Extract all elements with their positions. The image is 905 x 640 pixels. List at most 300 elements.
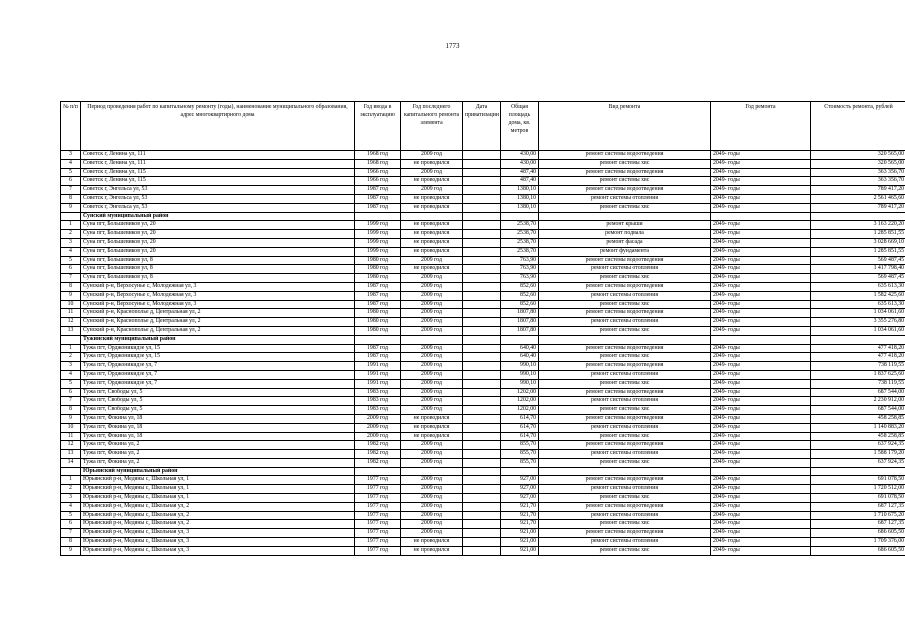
row-last-repair: 2009 год <box>401 168 463 177</box>
row-address: Тужа пгт, Орджоникидзе ул, 15 <box>81 353 355 362</box>
row-area: 2538,70 <box>501 247 539 256</box>
row-repair-year: 2049- годы <box>711 256 811 265</box>
row-number: 3 <box>61 238 81 247</box>
row-repair-cost <box>811 212 905 221</box>
table-row <box>61 344 905 353</box>
row-address: Суна пгт, Большевиков ул, 8 <box>81 265 355 274</box>
row-repair-cost: 738 119,55 <box>811 362 905 371</box>
row-privatization-date <box>463 186 501 195</box>
row-number: 10 <box>61 423 81 432</box>
row-number: 2 <box>61 230 81 239</box>
header-repair-cost: Стоимость ремонта, рублей <box>811 102 905 151</box>
row-address: Юрьянский р-н, Медяны с, Школьная ул, 1 <box>81 485 355 494</box>
row-area: 1202,00 <box>501 388 539 397</box>
row-privatization-date <box>463 458 501 467</box>
row-repair-cost: 1 582 425,60 <box>811 291 905 300</box>
header-repair-type: Вид ремонта <box>539 102 711 151</box>
row-privatization-date <box>463 318 501 327</box>
row-year-built: 1980 год <box>355 318 401 327</box>
row-repair-year: 2049- годы <box>711 432 811 441</box>
row-repair-cost: 686 605,50 <box>811 529 905 538</box>
row-repair-type <box>539 212 711 221</box>
row-repair-year: 2049- годы <box>711 221 811 230</box>
row-area: 1380,10 <box>501 194 539 203</box>
row-privatization-date <box>463 406 501 415</box>
row-number: 4 <box>61 370 81 379</box>
row-address: Тужа пгт, Фокина ул, 18 <box>81 432 355 441</box>
row-last-repair: не проводился <box>401 238 463 247</box>
table-row <box>61 546 905 555</box>
row-area: 614,70 <box>501 414 539 423</box>
section-header-row <box>61 212 905 221</box>
row-area: 763,90 <box>501 256 539 265</box>
row-repair-cost: 363 356,70 <box>811 177 905 186</box>
row-repair-year: 2049- годы <box>711 546 811 555</box>
row-number: 8 <box>61 282 81 291</box>
row-repair-type: ремонт системы отопления <box>539 511 711 520</box>
row-address: Суна пгт, Большевиков ул, 20 <box>81 221 355 230</box>
row-number <box>61 212 81 221</box>
row-year-built: 1987 год <box>355 353 401 362</box>
row-area: 921,00 <box>501 529 539 538</box>
row-year-built: 1999 год <box>355 238 401 247</box>
row-area: 927,00 <box>501 485 539 494</box>
row-privatization-date <box>463 177 501 186</box>
row-year-built: 1987 год <box>355 291 401 300</box>
table-row <box>61 397 905 406</box>
row-privatization-date <box>463 529 501 538</box>
row-last-repair: 2009 год <box>401 397 463 406</box>
section-title: Сунский муниципальный район <box>81 212 355 221</box>
row-address: Советск г, Ленина ул, 115 <box>81 177 355 186</box>
row-number: 6 <box>61 265 81 274</box>
table-row <box>61 186 905 195</box>
row-repair-year: 2049- годы <box>711 194 811 203</box>
row-address: Юрьянский р-н, Медяны с, Школьная ул, 3 <box>81 538 355 547</box>
row-last-repair: не проводился <box>401 432 463 441</box>
row-area: 852,60 <box>501 291 539 300</box>
table-row <box>61 159 905 168</box>
row-address: Сунский р-н, Верхосунье с, Молодежная ул, 3 <box>81 282 355 291</box>
row-year-built: 1987 год <box>355 186 401 195</box>
row-address: Сунский р-н, Краснополье д, Центральная ул, 2 <box>81 326 355 335</box>
row-repair-cost: 687 544,00 <box>811 388 905 397</box>
row-year-built: 1982 год <box>355 450 401 459</box>
row-number: 7 <box>61 274 81 283</box>
row-privatization-date <box>463 362 501 371</box>
row-area: 487,40 <box>501 177 539 186</box>
row-address: Суна пгт, Большевиков ул, 8 <box>81 256 355 265</box>
row-repair-year: 2049- годы <box>711 362 811 371</box>
row-privatization-date <box>463 476 501 485</box>
row-address: Советск г, Ленина ул, 111 <box>81 159 355 168</box>
row-last-repair: не проводился <box>401 414 463 423</box>
row-privatization-date <box>463 432 501 441</box>
table-body <box>61 151 905 556</box>
row-number: 3 <box>61 151 81 160</box>
row-privatization-date <box>463 300 501 309</box>
row-privatization-date <box>463 414 501 423</box>
row-address: Тужа пгт, Орджоникидзе ул, 15 <box>81 344 355 353</box>
table-row <box>61 511 905 520</box>
row-year-built: 1982 год <box>355 458 401 467</box>
row-privatization-date <box>463 265 501 274</box>
row-address: Юрьянский р-н, Медяны с, Школьная ул, 1 <box>81 494 355 503</box>
row-year-built <box>355 335 401 344</box>
row-year-built: 1991 год <box>355 379 401 388</box>
row-last-repair: не проводился <box>401 221 463 230</box>
row-repair-type: ремонт системы хвс <box>539 177 711 186</box>
row-address: Сунский р-н, Краснополье д, Центральная ул, 2 <box>81 318 355 327</box>
row-year-built: 1977 год <box>355 546 401 555</box>
row-repair-type: ремонт системы отопления <box>539 485 711 494</box>
row-repair-year: 2049- годы <box>711 151 811 160</box>
row-area: 852,60 <box>501 300 539 309</box>
row-number: 3 <box>61 362 81 371</box>
row-address: Советск г, Ленина ул, 115 <box>81 168 355 177</box>
row-repair-cost: 569 487,45 <box>811 274 905 283</box>
row-area: 2538,70 <box>501 230 539 239</box>
row-privatization-date <box>463 494 501 503</box>
row-number: 1 <box>61 476 81 485</box>
row-repair-type: ремонт системы отопления <box>539 265 711 274</box>
row-number: 5 <box>61 379 81 388</box>
row-year-built: 2009 год <box>355 414 401 423</box>
row-privatization-date <box>463 326 501 335</box>
row-repair-type: ремонт системы хвс <box>539 326 711 335</box>
row-privatization-date <box>463 282 501 291</box>
row-repair-type: ремонт системы водоотведения <box>539 529 711 538</box>
row-repair-year: 2049- годы <box>711 177 811 186</box>
row-area <box>501 335 539 344</box>
row-address: Суна пгт, Большевиков ул, 20 <box>81 238 355 247</box>
row-privatization-date <box>463 256 501 265</box>
table-row <box>61 379 905 388</box>
row-last-repair <box>401 212 463 221</box>
row-privatization-date <box>463 511 501 520</box>
table-row <box>61 432 905 441</box>
row-repair-type: ремонт системы отопления <box>539 450 711 459</box>
row-number: 5 <box>61 168 81 177</box>
row-year-built: 1999 год <box>355 221 401 230</box>
row-repair-type: ремонт системы отопления <box>539 194 711 203</box>
row-repair-cost: 1 720 512,00 <box>811 485 905 494</box>
row-address: Суна пгт, Большевиков ул, 8 <box>81 274 355 283</box>
row-repair-year: 2049- годы <box>711 406 811 415</box>
row-area: 487,40 <box>501 168 539 177</box>
row-repair-year: 2049- годы <box>711 485 811 494</box>
row-year-built: 1999 год <box>355 247 401 256</box>
row-repair-year <box>711 212 811 221</box>
header-repair-year: Год ремонта <box>711 102 811 151</box>
row-repair-cost: 789 417,20 <box>811 186 905 195</box>
row-last-repair: 2009 год <box>401 370 463 379</box>
row-year-built: 1980 год <box>355 265 401 274</box>
header-year-built: Год ввода в эксплуатацию <box>355 102 401 151</box>
table-row <box>61 485 905 494</box>
row-privatization-date <box>463 370 501 379</box>
row-repair-type: ремонт системы хвс <box>539 458 711 467</box>
row-number <box>61 335 81 344</box>
row-last-repair: не проводился <box>401 194 463 203</box>
row-repair-cost: 1 588 179,20 <box>811 450 905 459</box>
row-area: 763,90 <box>501 265 539 274</box>
row-repair-cost: 1 709 376,00 <box>811 538 905 547</box>
row-repair-cost: 363 356,70 <box>811 168 905 177</box>
row-last-repair: не проводился <box>401 230 463 239</box>
row-repair-cost: 637 924,35 <box>811 441 905 450</box>
row-area: 921,70 <box>501 511 539 520</box>
row-number: 12 <box>61 441 81 450</box>
row-number: 12 <box>61 318 81 327</box>
row-repair-type: ремонт системы хвс <box>539 494 711 503</box>
row-last-repair <box>401 467 463 476</box>
row-repair-cost: 458 258,85 <box>811 432 905 441</box>
row-year-built: 1977 год <box>355 494 401 503</box>
row-year-built: 2009 год <box>355 423 401 432</box>
table-row <box>61 177 905 186</box>
row-year-built: 1987 год <box>355 194 401 203</box>
table-row <box>61 414 905 423</box>
row-last-repair: 2009 год <box>401 458 463 467</box>
table-row <box>61 238 905 247</box>
table-row <box>61 318 905 327</box>
row-repair-cost: 686 605,50 <box>811 546 905 555</box>
row-privatization-date <box>463 159 501 168</box>
row-repair-year: 2049- годы <box>711 529 811 538</box>
row-repair-type: ремонт подвала <box>539 230 711 239</box>
row-address: Тужа пгт, Орджоникидзе ул, 7 <box>81 379 355 388</box>
row-year-built: 1980 год <box>355 309 401 318</box>
row-repair-type: ремонт системы водоотведения <box>539 168 711 177</box>
row-repair-year: 2049- годы <box>711 344 811 353</box>
table-row <box>61 502 905 511</box>
row-number: 4 <box>61 159 81 168</box>
row-repair-year: 2049- годы <box>711 441 811 450</box>
header-area: Общая площадь дома, кв. метров <box>501 102 539 151</box>
row-last-repair: 2009 год <box>401 256 463 265</box>
row-last-repair: 2009 год <box>401 494 463 503</box>
row-area: 1807,80 <box>501 318 539 327</box>
row-number: 9 <box>61 291 81 300</box>
row-repair-type: ремонт системы отопления <box>539 397 711 406</box>
table-row <box>61 203 905 212</box>
row-address: Суна пгт, Большевиков ул, 20 <box>81 230 355 239</box>
section-title: Юрьянский муниципальный район <box>81 467 355 476</box>
row-repair-type: ремонт фасада <box>539 238 711 247</box>
row-year-built: 2009 год <box>355 432 401 441</box>
row-repair-cost: 1 710 675,20 <box>811 511 905 520</box>
row-privatization-date <box>463 344 501 353</box>
row-privatization-date <box>463 151 501 160</box>
row-year-built: 1968 год <box>355 159 401 168</box>
row-privatization-date <box>463 230 501 239</box>
row-repair-year: 2049- годы <box>711 414 811 423</box>
row-year-built: 1991 год <box>355 362 401 371</box>
row-repair-type: ремонт системы хвс <box>539 379 711 388</box>
row-area: 855,70 <box>501 441 539 450</box>
row-privatization-date <box>463 238 501 247</box>
row-area: 1380,10 <box>501 186 539 195</box>
row-address: Сунский р-н, Верхосунье с, Молодежная ул, 3 <box>81 300 355 309</box>
row-year-built: 1987 год <box>355 344 401 353</box>
table-row <box>61 326 905 335</box>
table-row <box>61 151 905 160</box>
row-address: Тужа пгт, Орджоникидзе ул, 7 <box>81 370 355 379</box>
row-year-built: 1987 год <box>355 300 401 309</box>
row-year-built <box>355 212 401 221</box>
row-repair-cost: 1 140 883,20 <box>811 423 905 432</box>
row-privatization-date <box>463 538 501 547</box>
row-last-repair: 2009 год <box>401 450 463 459</box>
row-number: 9 <box>61 546 81 555</box>
row-repair-year: 2049- годы <box>711 388 811 397</box>
table-row <box>61 168 905 177</box>
row-number: 8 <box>61 194 81 203</box>
section-header-row <box>61 335 905 344</box>
row-repair-type: ремонт системы водоотведения <box>539 362 711 371</box>
row-number: 8 <box>61 406 81 415</box>
row-year-built: 1968 год <box>355 151 401 160</box>
row-repair-type: ремонт системы отопления <box>539 370 711 379</box>
row-area: 990,10 <box>501 379 539 388</box>
row-area: 430,00 <box>501 151 539 160</box>
row-year-built: 1966 год <box>355 168 401 177</box>
row-address: Сунский р-н, Краснополье д, Центральная ул, 2 <box>81 309 355 318</box>
row-number: 10 <box>61 300 81 309</box>
row-repair-cost: 738 119,55 <box>811 379 905 388</box>
row-year-built: 1983 год <box>355 406 401 415</box>
row-last-repair: 2009 год <box>401 362 463 371</box>
row-area: 855,70 <box>501 458 539 467</box>
row-last-repair: 2009 год <box>401 406 463 415</box>
row-repair-cost: 569 487,45 <box>811 256 905 265</box>
row-year-built: 1977 год <box>355 485 401 494</box>
row-area: 1380,10 <box>501 203 539 212</box>
row-last-repair: 2009 год <box>401 274 463 283</box>
row-address: Тужа пгт, Свободы ул, 5 <box>81 406 355 415</box>
row-privatization-date <box>463 441 501 450</box>
row-number: 9 <box>61 203 81 212</box>
row-repair-cost: 1 837 625,60 <box>811 370 905 379</box>
row-privatization-date <box>463 388 501 397</box>
row-privatization-date <box>463 467 501 476</box>
row-address: Суна пгт, Большевиков ул, 20 <box>81 247 355 256</box>
row-repair-type: ремонт системы отопления <box>539 291 711 300</box>
row-repair-type: ремонт системы отопления <box>539 318 711 327</box>
row-repair-year: 2049- годы <box>711 203 811 212</box>
row-repair-year: 2049- годы <box>711 397 811 406</box>
row-repair-type: ремонт системы водоотведения <box>539 441 711 450</box>
header-last-repair: Год последнего капитального ремонта элемента <box>401 102 463 151</box>
table-row <box>61 538 905 547</box>
row-last-repair: 2009 год <box>401 344 463 353</box>
row-last-repair: 2009 год <box>401 291 463 300</box>
row-number: 7 <box>61 529 81 538</box>
row-repair-type: ремонт системы отопления <box>539 423 711 432</box>
row-area: 921,00 <box>501 538 539 547</box>
row-last-repair: 2009 год <box>401 300 463 309</box>
row-repair-year: 2049- годы <box>711 230 811 239</box>
row-repair-type: ремонт системы водоотведения <box>539 476 711 485</box>
row-number: 5 <box>61 511 81 520</box>
row-number: 5 <box>61 256 81 265</box>
row-number: 1 <box>61 344 81 353</box>
row-repair-type: ремонт системы водоотведения <box>539 309 711 318</box>
row-repair-type: ремонт системы водоотведения <box>539 344 711 353</box>
row-address: Тужа пгт, Фокина ул, 18 <box>81 423 355 432</box>
row-last-repair: 2009 год <box>401 353 463 362</box>
row-last-repair: не проводился <box>401 265 463 274</box>
row-repair-cost: 1 285 851,55 <box>811 230 905 239</box>
row-repair-year: 2049- годы <box>711 511 811 520</box>
row-privatization-date <box>463 309 501 318</box>
row-address: Сунский р-н, Верхосунье с, Молодежная ул, 3 <box>81 291 355 300</box>
row-repair-year: 2049- годы <box>711 538 811 547</box>
row-repair-cost: 687 544,00 <box>811 406 905 415</box>
row-repair-type: ремонт системы водоотведения <box>539 414 711 423</box>
row-repair-cost: 1 285 851,55 <box>811 247 905 256</box>
row-number: 3 <box>61 494 81 503</box>
row-last-repair: 2009 год <box>401 379 463 388</box>
table-row <box>61 441 905 450</box>
row-repair-type: ремонт системы хвс <box>539 546 711 555</box>
row-repair-year: 2049- годы <box>711 423 811 432</box>
row-number: 8 <box>61 538 81 547</box>
row-privatization-date <box>463 212 501 221</box>
row-privatization-date <box>463 502 501 511</box>
row-last-repair: 2009 год <box>401 520 463 529</box>
row-repair-cost: 789 417,20 <box>811 203 905 212</box>
row-privatization-date <box>463 221 501 230</box>
row-last-repair: не проводился <box>401 159 463 168</box>
row-number: 4 <box>61 247 81 256</box>
row-privatization-date <box>463 203 501 212</box>
row-address: Советск г, Ленина ул, 111 <box>81 151 355 160</box>
row-repair-year: 2049- годы <box>711 265 811 274</box>
row-address: Юрьянский р-н, Медяны с, Школьная ул, 3 <box>81 529 355 538</box>
row-repair-cost: 320 565,00 <box>811 151 905 160</box>
table-row <box>61 247 905 256</box>
row-address: Советск г, Энгельса ул, 53 <box>81 186 355 195</box>
row-repair-year: 2049- годы <box>711 494 811 503</box>
row-repair-cost: 2 230 912,00 <box>811 397 905 406</box>
row-repair-cost <box>811 467 905 476</box>
row-repair-cost <box>811 335 905 344</box>
row-last-repair: 2009 год <box>401 151 463 160</box>
table-row <box>61 291 905 300</box>
row-privatization-date <box>463 485 501 494</box>
row-repair-year: 2049- годы <box>711 370 811 379</box>
table-row <box>61 282 905 291</box>
row-privatization-date <box>463 379 501 388</box>
row-repair-cost: 3 163 220,20 <box>811 221 905 230</box>
row-area <box>501 467 539 476</box>
table-row <box>61 370 905 379</box>
row-area: 927,00 <box>501 476 539 485</box>
row-repair-year: 2049- годы <box>711 309 811 318</box>
table-row <box>61 450 905 459</box>
table-row <box>61 529 905 538</box>
row-year-built: 1999 год <box>355 230 401 239</box>
row-address: Юрьянский р-н, Медяны с, Школьная ул, 2 <box>81 520 355 529</box>
row-repair-year: 2049- годы <box>711 168 811 177</box>
row-repair-type: ремонт системы хвс <box>539 300 711 309</box>
row-repair-type: ремонт системы водоотведения <box>539 151 711 160</box>
row-privatization-date <box>463 168 501 177</box>
row-repair-type: ремонт системы хвс <box>539 203 711 212</box>
row-repair-year: 2049- годы <box>711 326 811 335</box>
